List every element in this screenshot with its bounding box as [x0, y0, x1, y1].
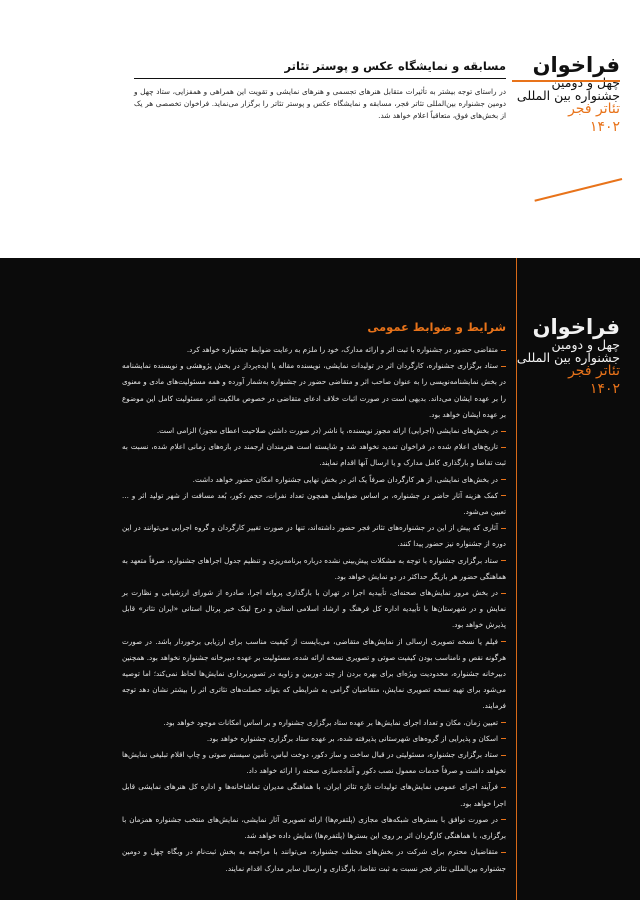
- rule-text: ستاد برگزاری جشنواره با توجه به مشکلات پیش‌بینی نشده درباره برنامه‌ریزی و تنظیم جدول اجراهای جشنواره، صرفاً متعهد به هماهنگی حضور هر بازیگر حداکثر در دو نمایش خواهد بود.: [122, 555, 506, 581]
- festival-logo: [510, 54, 620, 135]
- rule-text: آثاری که پیش از این در جشنواره‌های تئاتر فجر حضور داشته‌اند، تنها در صورت تغییر کارگردان و گروه اجرایی می‌توانند در این دوره از جشنواره نیز حضور پیدا کنند.: [122, 523, 506, 549]
- rule-text: تاریخ‌های اعلام شده در فراخوان تمدید نخواهد شد و شایسته است هنرمندان ارجمند در بازه‌های زمانی اعلام شده، نسبت به ثبت تقاضا و بارگذاری کامل مدارک و یا ارسال آنها اقدام نمایند.: [122, 442, 506, 468]
- rule-text: در بخش مرور نمایش‌های صحنه‌ای، تأییدیه اجرا در تهران با بارگذاری پروانه اجرا، صادره از شورای ارزشیابی و نظارت بر نمایش و در شهرستان‌ها با تأییدیه اداره کل فرهنگ و ارشاد اسلامی استان و درج لینک خبر پرتال استانی «ایران تئاتر» قابل پذیرش خواهد بود.: [122, 588, 506, 630]
- bullet-icon: [501, 447, 506, 448]
- bullet-icon: [501, 641, 506, 642]
- rule-item: [122, 488, 506, 520]
- rule-text: در بخش‌های نمایشی (اجرایی) ارائه مجوز نویسنده، یا ناشر (در صورت داشتن صلاحیت اعطای مجوز) الزامی است.: [156, 426, 498, 436]
- rule-item: [122, 812, 506, 844]
- logo-line-edition: چهل و دومین: [551, 75, 620, 91]
- rule-text: کمک هزینه آثار حاضر در جشنواره، بر اساس ضوابطی همچون تعداد نفرات، حجم دکور، بُعد مسافت از شهر تولید اثر و ... تعیین می‌شود.: [122, 490, 506, 517]
- rule-text: ستاد برگزاری جشنواره، مسئولیتی در قبال ساخت و ساز دکور، دوخت لباس، تأمین سیستم صوتی و چاپ اقلام تبلیغی نمایش‌ها نخواهد داشت و صرفاً خدمات معمول نصب دکور و آماده‌سازی صحنه را ارائه خواهد داد.: [122, 750, 506, 776]
- bullet-icon: [501, 350, 506, 351]
- rule-item: [122, 585, 506, 634]
- bullet-icon: [501, 722, 506, 723]
- rule-text: متقاضی حضور در جشنواره با ثبت اثر و ارائه مدارک، خود را ملزم به رعایت ضوابط جشنواره خواهد کرد.: [186, 345, 498, 354]
- logo-year: ۱۴۰۲: [589, 118, 620, 135]
- rules-section: [0, 258, 640, 900]
- logo-line-festival: جشنواره بین المللی: [516, 350, 620, 366]
- rule-text: ستاد برگزاری جشنواره، کارگردان اثر در تولیدات نمایشی، نویسنده مقاله یا ایده‌پرداز در بخش پژوهشی و نویسنده نمایشنامه در بخش نمایشنامه‌نویسی را به عنوان صاحب اثر و متقاضی حضور در جشنواره به‌شمار آورده و همه مسئولیت‌های مادی و معنوی را بر عهده ایشان می‌داند. بدیهی است در صورت اثبات خلاف ادعای متقاضی در خصوص مالکیت اثر، مسئولیت کامل این موضوع بر عهده ایشان خواهد بود.: [122, 361, 506, 419]
- rule-text: تعیین زمان، مکان و تعداد اجرای نمایش‌ها بر عهده ستاد برگزاری جشنواره و بر اساس امکانات موجود خواهد بود.: [163, 717, 498, 727]
- logo-year: ۱۴۰۲: [589, 380, 620, 397]
- rule-item: [122, 553, 506, 585]
- rule-text: فیلم یا نسخه تصویری ارسالی از نمایش‌های متقاضی، می‌بایست از کیفیت مناسب برای ارزیابی برخوردار باشد. در صورت هرگونه نقص و نامناسب بودن کیفیت صوتی و تصویری نسخه ارائه شده، مسئولیت بر عهده دبیرخانه جشنواره نخواهد بود. همچنین دبیرخانه جشنواره، محدودیت ویژه‌ای برای بهره بردن از چند دوربین و زاویه در تصویربرداری نمایش‌ها لحاظ نمی‌کند؛ اما توصیه می‌شود برای تهیه نسخه تصویری نمایش، متقاضیان گرامی به شرایطی که بتواند خصلت‌های تئاتری اثر را بیشتر نشان دهد توجه فرمایند.: [122, 636, 506, 711]
- rule-item: [122, 634, 506, 715]
- rule-item: [122, 844, 506, 876]
- rule-item: [122, 439, 506, 471]
- rule-text: در بخش‌های نمایشی، از هر کارگردان صرفاً یک اثر در بخش نهایی جشنواره امکان حضور خواهد داشت.: [192, 474, 498, 484]
- decorative-diagonal-line: [534, 178, 622, 202]
- rule-item: [122, 779, 506, 811]
- bullet-icon: [501, 755, 506, 756]
- bullet-icon: [501, 528, 506, 529]
- logo-line-edition: چهل و دومین: [551, 337, 620, 353]
- column-divider: [516, 258, 517, 900]
- rule-item: [122, 423, 506, 439]
- festival-logo-dark: [510, 316, 620, 397]
- rule-item: [122, 731, 506, 747]
- bullet-icon: [501, 479, 506, 480]
- rule-text: فرآیند اجرای عمومی نمایش‌های تولیدات تازه تئاتر ایران، با هماهنگی مدیران تماشاخانه‌ها و اداره کل هنرهای نمایشی قابل اجرا خواهد بود.: [122, 782, 506, 808]
- contest-description: در راستای توجه بیشتر به تأثیرات متقابل هنرهای تجسمی و هنرهای نمایشی و تقویت این همراهی و همفزایی، ستاد چهل و دومین جشنواره بین‌المللی تئاتر فجر، مسابقه و نمایشگاه عکس و پوستر تئاتر را برگزار می‌نماید. فراخوان تخصصی هر یک از بخش‌های فوق، متعاقباً اعلام خواهد شد.: [134, 87, 506, 120]
- logo-divider: [512, 80, 620, 82]
- bullet-icon: [501, 495, 506, 496]
- bullet-icon: [501, 852, 506, 853]
- bullet-icon: [501, 560, 506, 561]
- title-underline: [134, 78, 506, 79]
- rule-item: [122, 520, 506, 552]
- rules-list: [122, 342, 506, 877]
- contest-section: [0, 0, 640, 258]
- contest-title: مسابقه و نمایشگاه عکس و پوستر تئاتر: [284, 59, 506, 73]
- rule-item: [122, 747, 506, 779]
- logo-line-festival: جشنواره بین المللی: [516, 88, 620, 104]
- rule-text: در صورت توافق با بسترهای شبکه‌های مجازی (پلتفرم‌ها) ارائه تصویری آثار نمایشی، نمایش‌های منتخب جشنواره همزمان با برگزاری، با هماهنگی کارگردان اثر بر روی این بسترها (پلتفرم‌ها) نمایش داده خواهد شد.: [122, 814, 506, 841]
- bullet-icon: [501, 787, 506, 788]
- rule-item: [122, 358, 506, 423]
- logo-line-name: تئاتر فجر: [568, 363, 620, 380]
- rule-item: [122, 472, 506, 488]
- rule-text: اسکان و پذیرایی از گروه‌های شهرستانی پذیرفته شده، بر عهده ستاد برگزاری جشنواره خواهد بود.: [206, 733, 498, 743]
- bullet-icon: [501, 593, 506, 594]
- logo-title: فراخوان: [532, 53, 620, 77]
- rule-item: [122, 715, 506, 731]
- logo-line-name: تئاتر فجر: [568, 101, 620, 118]
- bullet-icon: [501, 366, 506, 367]
- rule-text: متقاضیان محترم برای شرکت در بخش‌های مختلف جشنواره، می‌توانند با مراجعه به بخش ثبت‌نام در وبگاه چهل و دومین جشنواره بین‌المللی تئاتر فجر نسبت به ثبت تقاضا، بارگذاری و ارسال سایر مدارک اقدام نمایند.: [122, 847, 506, 873]
- logo-title: فراخوان: [532, 315, 620, 339]
- rule-item: [122, 342, 506, 358]
- bullet-icon: [501, 738, 506, 739]
- bullet-icon: [501, 431, 506, 432]
- bullet-icon: [501, 819, 506, 820]
- rules-title: شرایط و ضوابط عمومی: [367, 320, 506, 334]
